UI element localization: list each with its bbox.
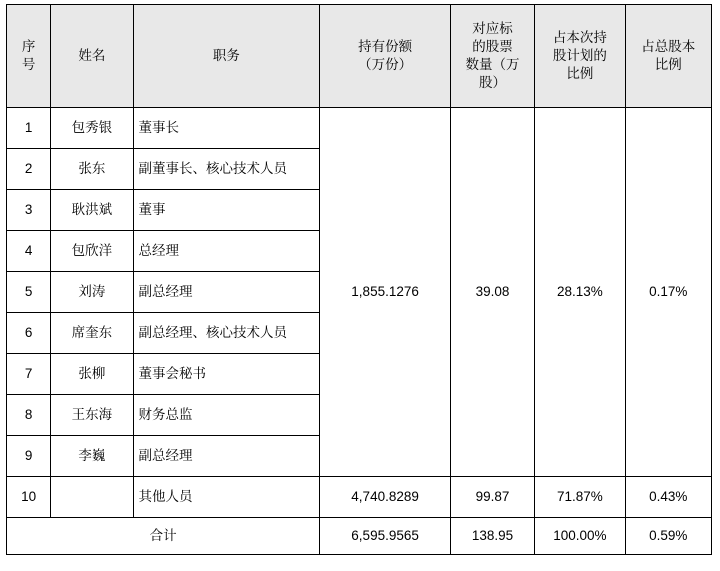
cell-seq: 9	[7, 436, 51, 477]
cell-stock: 99.87	[450, 477, 534, 518]
table-row-other	[7, 477, 712, 518]
cell-title: 其他人员	[133, 477, 320, 518]
cell-title: 董事	[133, 190, 320, 231]
table-header	[7, 5, 712, 108]
cell-total-share: 6,595.9565	[320, 518, 451, 555]
cell-name: 刘涛	[51, 272, 133, 313]
cell-total-stock: 138.95	[450, 518, 534, 555]
table-row	[7, 108, 712, 149]
cell-seq: 10	[7, 477, 51, 518]
cell-title: 总经理	[133, 231, 320, 272]
cell-share: 4,740.8289	[320, 477, 451, 518]
cell-seq: 2	[7, 149, 51, 190]
column-header-title: 职务	[133, 5, 320, 108]
column-header-share	[320, 5, 451, 108]
cell-seq: 8	[7, 395, 51, 436]
header-label-share-2: （万份）	[358, 57, 413, 72]
cell-name: 耿洪斌	[51, 190, 133, 231]
cell-name: 李巍	[51, 436, 133, 477]
cell-share-merged: 1,855.1276	[320, 108, 451, 477]
cell-total-label: 合计	[7, 518, 320, 555]
header-row	[7, 5, 712, 108]
column-header-plan-ratio	[535, 5, 625, 108]
holders-table	[6, 4, 712, 555]
cell-title: 财务总监	[133, 395, 320, 436]
cell-name	[51, 477, 133, 518]
cell-name: 席奎东	[51, 313, 133, 354]
cell-seq: 4	[7, 231, 51, 272]
cell-name: 王东海	[51, 395, 133, 436]
cell-plan-ratio-merged: 28.13%	[535, 108, 625, 477]
header-label-share-1: 持有份额	[358, 38, 413, 54]
header-label-stock-4: 股）	[479, 75, 507, 91]
cell-total-plan-ratio: 100.00%	[535, 518, 625, 555]
cell-plan-ratio: 71.87%	[535, 477, 625, 518]
document-page	[0, 4, 720, 571]
cell-title: 副总经理	[133, 436, 320, 477]
header-label-plan-1: 占本次持	[552, 29, 607, 45]
column-header-stock	[450, 5, 534, 108]
table-row-total	[7, 518, 712, 555]
cell-title: 副总经理	[133, 272, 320, 313]
cell-seq: 3	[7, 190, 51, 231]
cell-title: 董事会秘书	[133, 354, 320, 395]
cell-total-ratio-merged: 0.17%	[625, 108, 711, 477]
table-body	[7, 108, 712, 555]
cell-total-ratio: 0.43%	[625, 477, 711, 518]
header-label-total-2: 比例	[654, 57, 682, 72]
column-header-name: 姓名	[51, 5, 133, 108]
column-header-seq	[7, 5, 51, 108]
header-label-stock-2: 的股票	[472, 38, 513, 54]
cell-seq: 1	[7, 108, 51, 149]
cell-seq: 5	[7, 272, 51, 313]
cell-name: 张东	[51, 149, 133, 190]
header-label-plan-2: 股计划的	[552, 47, 607, 63]
header-label-seq: 序 号	[21, 38, 36, 72]
cell-seq: 7	[7, 354, 51, 395]
header-label-plan-3: 比例	[566, 66, 594, 82]
column-header-total-ratio	[625, 5, 711, 108]
cell-seq: 6	[7, 313, 51, 354]
cell-name: 包秀银	[51, 108, 133, 149]
cell-total-total-ratio: 0.59%	[625, 518, 711, 555]
cell-title: 董事长	[133, 108, 320, 149]
cell-stock-merged: 39.08	[450, 108, 534, 477]
cell-title: 副董事长、核心技术人员	[133, 149, 320, 190]
cell-name: 包欣洋	[51, 231, 133, 272]
cell-name: 张柳	[51, 354, 133, 395]
cell-title: 副总经理、核心技术人员	[133, 313, 320, 354]
header-label-stock-3: 数量（万	[465, 57, 520, 72]
header-label-total-1: 占总股本	[641, 38, 696, 54]
header-label-stock-1: 对应标	[472, 20, 513, 36]
